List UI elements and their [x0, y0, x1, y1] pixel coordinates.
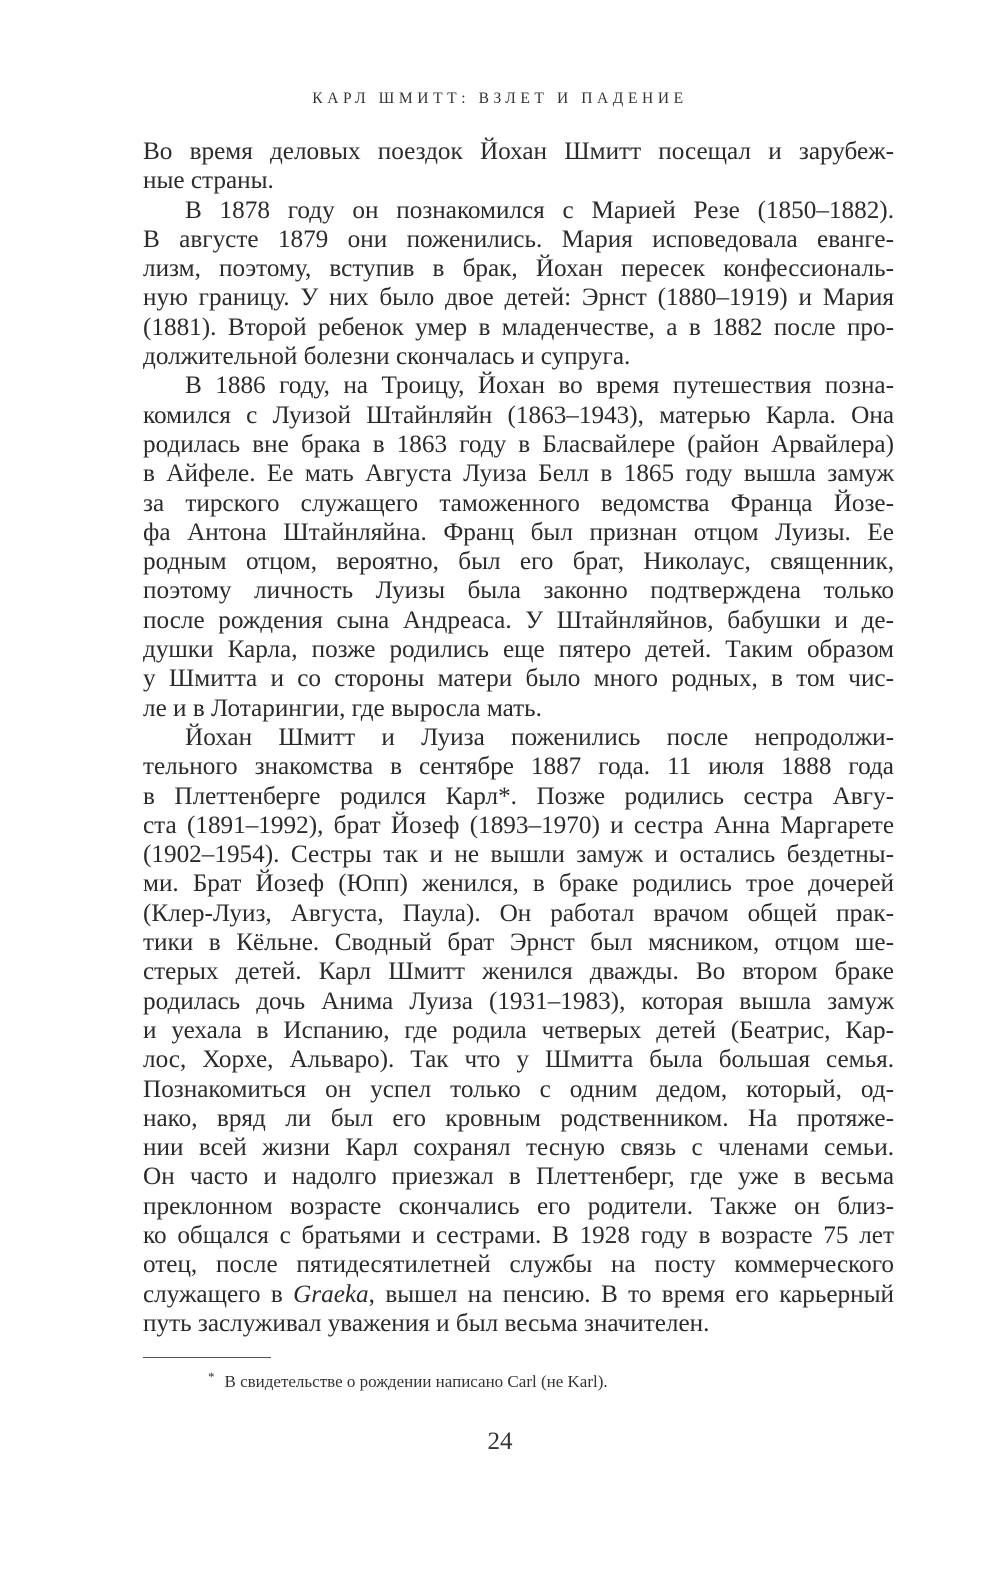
- text-line: ную границу. У них было двое детей: Эрнст (1880–1919) и Мария: [143, 284, 894, 312]
- text-line: после рождения сына Андреаса. У Штайнляйнов, бабушки и де-: [143, 606, 894, 634]
- page-number: 24: [487, 1428, 513, 1455]
- text-line: родилась дочь Анима Луиза (1931–1983), которая вышла замуж: [143, 987, 894, 1015]
- text-line: фа Антона Штайнляйна. Франц был признан отцом Луизы. Ее: [143, 518, 894, 546]
- text-line: у Шмитта и со стороны матери было много родных, в том чис-: [143, 665, 894, 693]
- text-line: поэтому личность Луизы была законно подтверждена только: [143, 577, 894, 605]
- body-text: [143, 137, 894, 1338]
- footnote-divider: [143, 1357, 271, 1358]
- text-line: [143, 1280, 894, 1309]
- text-line: родилась вне брака в 1863 году в Бласвайлере (район Арвайлера): [143, 430, 894, 458]
- text-line: путь заслуживал уважения и был весьма значителен.: [143, 1309, 710, 1337]
- text-line: ко общался с братьями и сестрами. В 1928 году в возрасте 75 лет: [143, 1221, 894, 1249]
- text-line: Во время деловых поездок Йохан Шмитт посещал и зарубеж-: [143, 138, 894, 165]
- text-segment: , вышел на пенсию. В то время его карьерный: [368, 1280, 894, 1308]
- text-line: В августе 1879 они поженились. Мария исповедовала еванге-: [143, 225, 894, 253]
- running-head: КАРЛ ШМИТТ: ВЗЛЕТ И ПАДЕНИЕ: [312, 90, 688, 107]
- text-line: нако, вряд ли был его кровным родственником. На протяже-: [143, 1104, 894, 1132]
- paragraph: [143, 371, 894, 723]
- text-line: Познакомиться он успел только с одним дедом, который, од-: [143, 1075, 894, 1103]
- text-line: в Плеттенберге родился Карл*. Позже родились сестра Авгу-: [143, 782, 894, 810]
- italic-term: Graeka: [293, 1280, 369, 1308]
- text-line: В 1878 году он познакомился с Марией Резе (1850–1882).: [185, 196, 894, 224]
- text-line: ста (1891–1992), брат Йозеф (1893–1970) и сестра Анна Маргарете: [143, 811, 894, 839]
- text-line: Он часто и надолго приезжал в Плеттенберг, где уже в весьма: [143, 1163, 894, 1191]
- footnote-text: В свидетельстве о рождении написано Carl (не Karl).: [224, 1372, 608, 1391]
- text-line: ми. Брат Йозеф (Юпп) женился, в браке родились трое дочерей: [143, 870, 894, 898]
- text-segment: служащего в: [143, 1280, 294, 1308]
- text-line: отец, после пятидесятилетней службы на посту коммерческого: [143, 1251, 894, 1279]
- text-line: лос, Хорхе, Альваро). Так что у Шмитта была большая семья.: [143, 1046, 894, 1074]
- text-line: преклонном возрасте скончались его родители. Также он близ-: [143, 1192, 894, 1220]
- text-line: за тирского служащего таможенного ведомства Франца Йозе-: [143, 489, 894, 517]
- text-line: в Айфеле. Ее мать Августа Луиза Белл в 1865 году вышла замуж: [143, 460, 894, 488]
- text-line: родным отцом, вероятно, был его брат, Николаус, священник,: [143, 548, 894, 576]
- paragraph: [143, 137, 894, 196]
- text-line: (1881). Второй ребенок умер в младенчестве, а в 1882 после про-: [143, 313, 894, 341]
- text-line: ные страны.: [143, 167, 274, 195]
- text-line: В 1886 году, на Троицу, Йохан во время путешествия позна-: [185, 372, 894, 400]
- text-line: Йохан Шмитт и Луиза поженились после непродолжи-: [185, 723, 894, 751]
- footnote-mark: *: [208, 1369, 215, 1384]
- text-line: тики в Кёльне. Сводный брат Эрнст был мясником, отцом ше-: [143, 929, 894, 957]
- text-line: и уехала в Испанию, где родила четверых детей (Беатрис, Кар-: [143, 1016, 894, 1044]
- text-line: нии всей жизни Карл сохранял тесную связь с членами семьи.: [143, 1134, 894, 1162]
- text-line: комился с Луизой Штайнляйн (1863–1943), матерью Карла. Она: [143, 401, 894, 429]
- text-line: ле и в Лотарингии, где выросла мать.: [143, 694, 542, 722]
- text-line: должительной болезни скончалась и супруга.: [143, 343, 631, 371]
- text-line: тельного знакомства в сентябре 1887 года. 11 июля 1888 года: [143, 753, 894, 781]
- paragraph: [143, 723, 894, 1338]
- text-line: душки Карла, позже родились еще пятеро детей. Таким образом: [143, 636, 894, 664]
- text-line: (1902–1954). Сестры так и не вышли замуж и остались бездетны-: [143, 841, 894, 869]
- text-line: лизм, поэтому, вступив в брак, Йохан пересек конфессиональ-: [143, 255, 894, 283]
- text-line: (Клер-Луиз, Августа, Паула). Он работал врачом общей прак-: [143, 899, 894, 927]
- text-line: стерых детей. Карл Шмитт женился дважды. Во втором браке: [143, 958, 894, 986]
- paragraph: [143, 196, 894, 372]
- footnote: [208, 1369, 608, 1392]
